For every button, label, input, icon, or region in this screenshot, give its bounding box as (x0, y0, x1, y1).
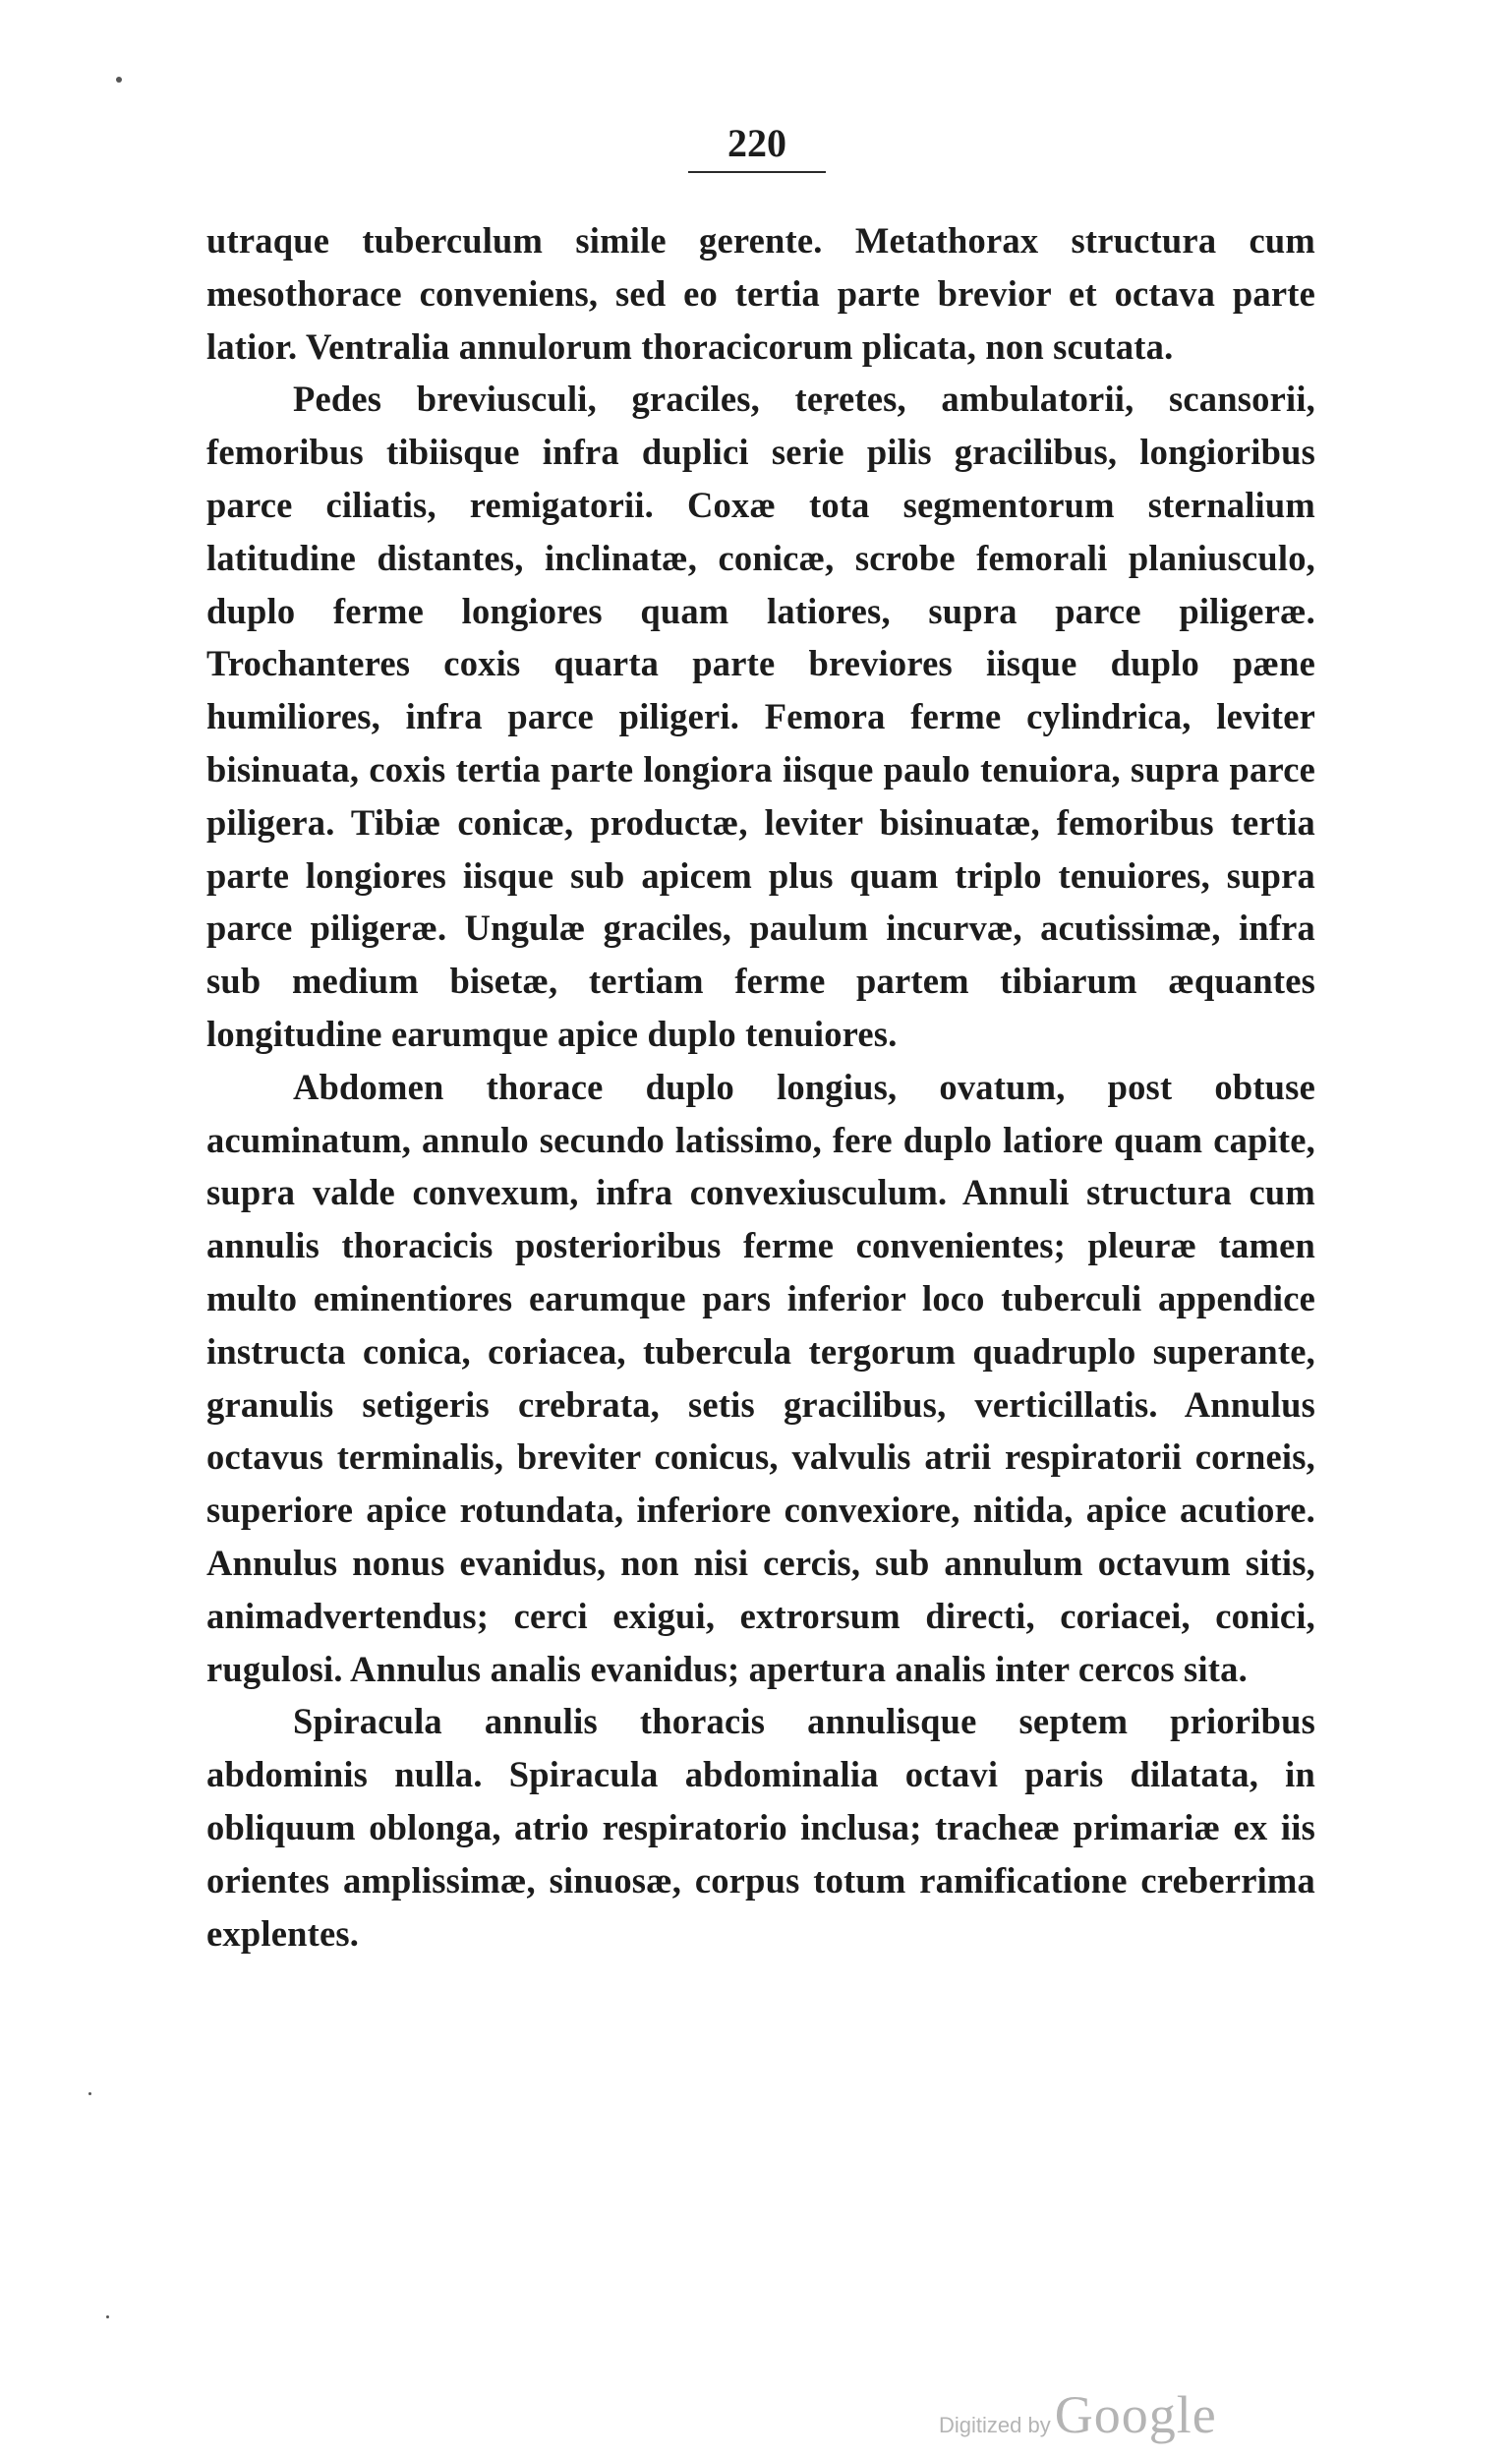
paragraph-pedes: Pedes breviusculi, graciles, teretes, ambulatorii, scansorii, femoribus tibiisque infra duplici serie pilis gracilibus, longioribus parce ciliatis, remigatorii. Coxæ tota segmentorum sternalium latitudine distantes, inclinatæ, conicæ, scrobe femorali planiusculo, duplo ferme longiores quam latiores, supra parce piligeræ. Trochanteres coxis quarta parte breviores iisque duplo pæne humiliores, infra parce piligeri. Femora ferme cylindrica, leviter bisinuata, coxis tertia parte longiora iisque paulo tenuiora, supra parce piligera. Tibiæ conicæ, productæ, leviter bisinuatæ, femoribus tertia parte longiores iisque sub apicem plus quam triplo tenuiores, supra parce piligeræ. Ungulæ graciles, paulum incurvæ, acutissimæ, infra sub medium bisetæ, tertiam ferme partem tibiarum æquantes longitudine earumque apice duplo tenuiores. (206, 379, 1315, 1054)
paragraph-spiracula: Spiracula annulis thoracis annulisque septem prioribus abdominis nulla. Spiracula abdominalia octavi paris dilatata, in obliquum oblonga, atrio respiratorio inclusa; tracheæ primariæ ex iis orientes amplissimæ, sinuosæ, corpus totum ramificatione creberrima explentes. (206, 1701, 1315, 1954)
scan-speck-bottom-left (106, 2315, 109, 2318)
body-text (206, 214, 1315, 1960)
scan-speck-top-left (116, 77, 122, 83)
paragraph-thorax-end: utraque tuberculum simile gerente. Metathorax structura cum mesothorace conveniens, sed eo tertia parte brevior et octava parte latior. Ventralia annulorum thoracicorum plicata, non scutata. (206, 220, 1315, 367)
google-logo-text: Google (1054, 2385, 1217, 2444)
page-number-rule (688, 171, 826, 173)
paragraph-abdomen: Abdomen thorace duplo longius, ovatum, post obtuse acuminatum, annulo secundo latissimo, fere duplo latiore quam capite, supra valde convexum, infra convexiusculum. Annuli structura cum annulis thoracicis posterioribus ferme convenientes; pleuræ tamen multo eminentiores earumque pars inferior loco tuberculi appendice instructa conica, coriacea, tubercula tergorum quadruplo superante, granulis setigeris crebrata, setis gracilibus, verticillatis. Annulus octavus terminalis, breviter conicus, valvulis atrii respiratorii corneis, superiore apice rotundata, inferiore convexiore, nitida, apice acutiore. Annulus nonus evanidus, non nisi cercis, sub annulum octavum sitis, animadvertendus; cerci exigui, extrorsum directi, coriacei, conici, rugulosi. Annulus analis evanidus; apertura analis inter cercos sita. (206, 1066, 1315, 1689)
page-number: 220 (727, 121, 786, 165)
digitized-label: Digitized by (939, 2413, 1051, 2437)
scan-speck-left-margin (88, 2092, 91, 2095)
digitized-by-google-watermark (939, 2384, 1217, 2443)
